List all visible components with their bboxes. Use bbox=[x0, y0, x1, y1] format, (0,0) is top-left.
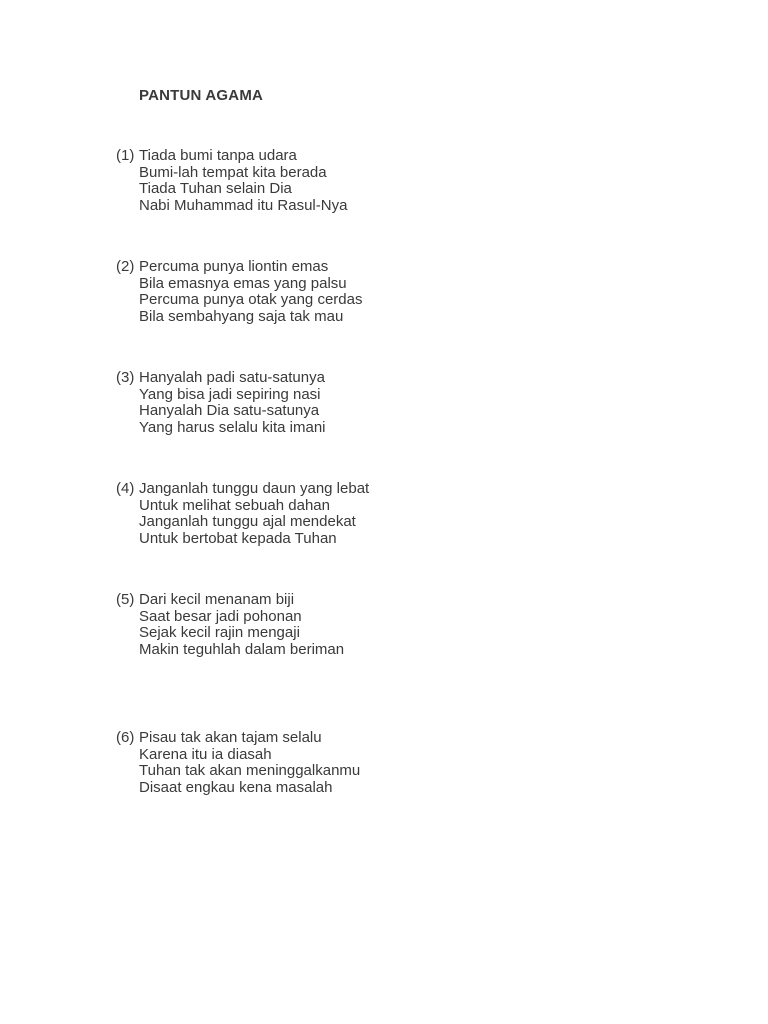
stanza-line: Karena itu ia diasah bbox=[139, 745, 272, 763]
stanza-line: Janganlah tunggu ajal mendekat bbox=[139, 513, 356, 531]
stanza-2 bbox=[116, 259, 362, 326]
stanza-line: Nabi Muhammad itu Rasul-Nya bbox=[139, 197, 348, 215]
stanza-line: (2) Percuma punya liontin emas bbox=[116, 258, 329, 275]
stanza-line: Bila emasnya emas yang palsu bbox=[139, 274, 347, 292]
stanza-line: Bila sembahyang saja tak mau bbox=[139, 308, 344, 326]
stanza-6 bbox=[116, 730, 360, 797]
stanza-line: Disaat engkau kena masalah bbox=[139, 779, 333, 797]
stanza-1 bbox=[116, 148, 347, 215]
stanza-line: Bumi-lah tempat kita berada bbox=[139, 163, 327, 181]
stanza-line: Untuk melihat sebuah dahan bbox=[139, 496, 330, 514]
stanza-line: Makin teguhlah dalam beriman bbox=[139, 641, 345, 659]
stanza-line: Percuma punya otak yang cerdas bbox=[139, 291, 363, 309]
stanza-line: Hanyalah Dia satu-satunya bbox=[139, 402, 320, 420]
stanza-line: Tuhan tak akan meninggalkanmu bbox=[139, 762, 361, 780]
stanza-number: (5) bbox=[116, 591, 135, 608]
stanza-line: Untuk bertobat kepada Tuhan bbox=[139, 530, 337, 548]
stanza-4 bbox=[116, 481, 369, 548]
stanza-line: Saat besar jadi pohonan bbox=[139, 607, 302, 625]
stanza-number: (2) bbox=[116, 258, 135, 275]
stanza-line: (5) Dari kecil menanam biji bbox=[116, 591, 295, 608]
stanza-number: (1) bbox=[116, 147, 135, 164]
stanza-line: Tiada Tuhan selain Dia bbox=[139, 180, 292, 198]
stanza-line: (6) Pisau tak akan tajam selalu bbox=[116, 729, 322, 746]
stanza-number: (6) bbox=[116, 729, 135, 746]
stanza-line: (3) Hanyalah padi satu-satunya bbox=[116, 369, 325, 386]
stanza-3 bbox=[116, 370, 326, 437]
stanza-line: Yang bisa jadi sepiring nasi bbox=[139, 385, 321, 403]
stanza-line: Yang harus selalu kita imani bbox=[139, 419, 326, 437]
stanza-5 bbox=[116, 592, 344, 659]
stanza-number: (3) bbox=[116, 369, 135, 386]
stanza-line: Sejak kecil rajin mengaji bbox=[139, 624, 300, 642]
stanza-line: (1) Tiada bumi tanpa udara bbox=[116, 147, 297, 164]
document-title: PANTUN AGAMA bbox=[139, 87, 264, 104]
stanza-number: (4) bbox=[116, 480, 135, 497]
stanza-line: (4) Janganlah tunggu daun yang lebat bbox=[116, 480, 370, 497]
